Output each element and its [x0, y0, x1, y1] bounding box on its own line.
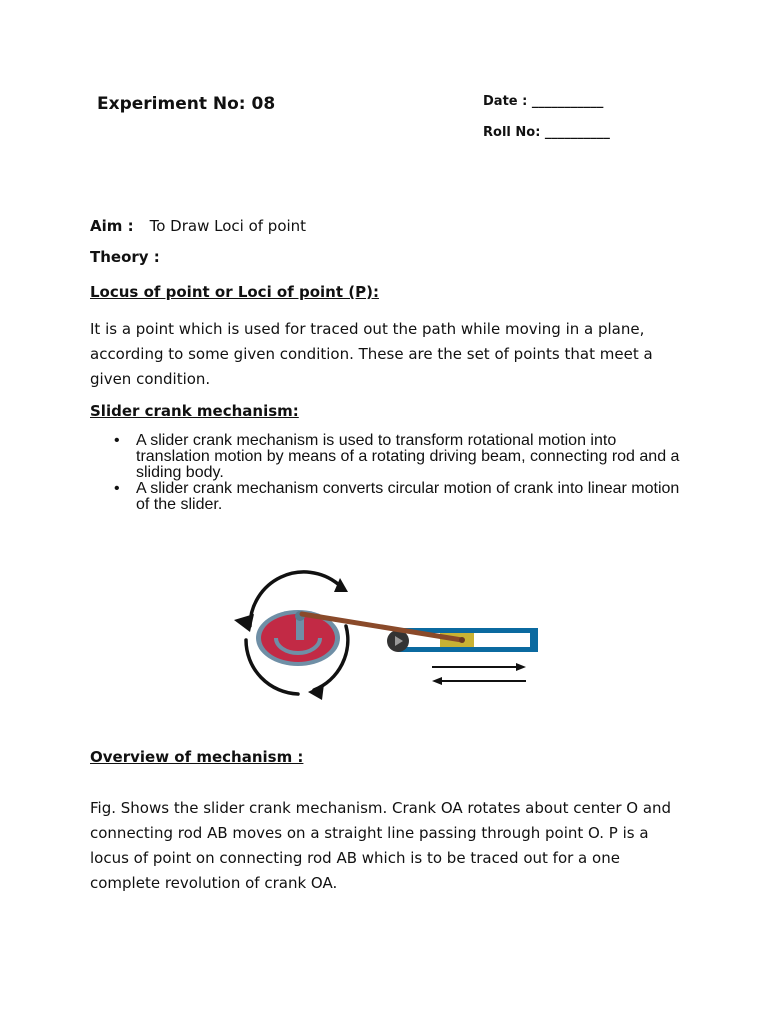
rod-pin	[459, 637, 465, 643]
theory-label: Theory :	[90, 248, 160, 266]
experiment-title: Experiment No: 08	[97, 94, 276, 114]
list-item	[112, 433, 692, 481]
aim-label: Aim :	[90, 217, 134, 235]
roll-number-label: Roll No: __________	[483, 125, 610, 140]
locus-paragraph: It is a point which is used for traced out the path while moving in a plane, according to some given condition. These are the set of points that meet a given condition.	[90, 320, 653, 388]
overview-heading: Overview of mechanism :	[90, 748, 304, 766]
arrowhead-icon	[308, 684, 324, 700]
arrowhead-icon	[432, 677, 442, 685]
arrowhead-icon	[516, 663, 526, 671]
list-item	[112, 481, 692, 513]
bullet-icon: •	[114, 480, 120, 497]
slider-crank-heading: Slider crank mechanism:	[90, 402, 299, 420]
slider-crank-bullet-list	[112, 433, 692, 513]
aim-line	[90, 214, 306, 239]
bullet-text: A slider crank mechanism converts circular motion of crank into linear motion of the slider.	[136, 480, 680, 513]
bullet-icon: •	[114, 432, 120, 449]
bullet-text: A slider crank mechanism is used to transform rotational motion into translation motion by means of a rotating driving beam, connecting rod and a sliding body.	[136, 432, 680, 481]
crank-arm	[296, 618, 304, 640]
locus-heading: Locus of point or Loci of point (P):	[90, 283, 379, 301]
arrowhead-icon	[334, 578, 348, 592]
arrowhead-icon	[234, 614, 254, 632]
overview-paragraph: Fig. Shows the slider crank mechanism. Crank OA rotates about center O and connecting rod AB moves on a straight line passing through point O. P is a locus of point on connecting rod AB which is to be traced out for a one complete revolution of crank OA.	[90, 799, 672, 892]
date-field-label: Date : ___________	[483, 94, 604, 109]
aim-value: To Draw Loci of point	[149, 217, 307, 235]
slider-crank-figure	[226, 566, 546, 706]
